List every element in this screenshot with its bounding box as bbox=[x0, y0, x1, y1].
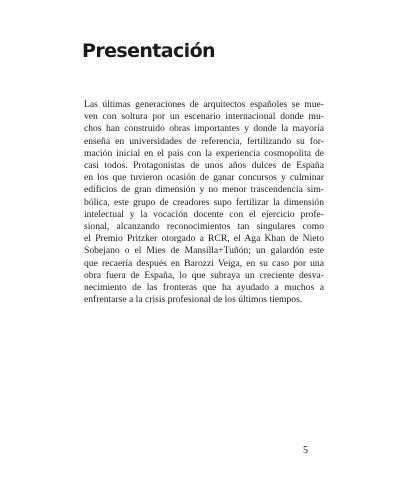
page-title: Presentación bbox=[82, 40, 215, 62]
paragraph-line: Sobejano o el Mies de Mansilla+Tuñón; un galardón este bbox=[84, 245, 324, 257]
paragraph-line: bólica, este grupo de creadores supo fertilizar la dimensión bbox=[84, 196, 324, 208]
page-number: 5 bbox=[303, 445, 308, 456]
paragraph-line: obra fuera de España, lo que subraya un creciente desva- bbox=[84, 269, 324, 281]
paragraph-line: que recaería después en Barozzi Veiga, en su caso por una bbox=[84, 257, 324, 269]
body-paragraph bbox=[84, 99, 324, 306]
paragraph-line: intelectual y la vocación docente con el ejercicio profe- bbox=[84, 208, 324, 220]
paragraph-line: edificios de gran dimensión y no menor trascendencia sim- bbox=[84, 184, 324, 196]
paragraph-line: casi todos. Protagonistas de unos años dulces de España bbox=[84, 160, 324, 172]
paragraph-line: necimiento de las fronteras que ha ayudado a muchos a bbox=[84, 282, 324, 294]
paragraph-line: Las últimas generaciones de arquitectos españoles se mue- bbox=[84, 99, 324, 110]
paragraph-line: enfrentarse a la crisis profesional de los últimos tiempos. bbox=[84, 294, 303, 306]
paragraph-line: ven con soltura por un escenario internacional donde mu- bbox=[84, 111, 324, 123]
paragraph-line: en los que tuvieron ocasión de ganar concursos y culminar bbox=[84, 172, 324, 184]
paragraph-line: mación inicial en el país con la experiencia cosmopolita de bbox=[84, 147, 324, 159]
paragraph-line: enseña en universidades de referencia, fertilizando su for- bbox=[84, 135, 324, 147]
paragraph-line: chos han construido obras importantes y donde la mayoría bbox=[84, 123, 324, 135]
paragraph-line: sional, alcanzando reconocimientos tan singulares como bbox=[84, 221, 324, 233]
paragraph-line: el Premio Pritzker otorgado a RCR, el Aga Khan de Nieto bbox=[84, 233, 324, 245]
